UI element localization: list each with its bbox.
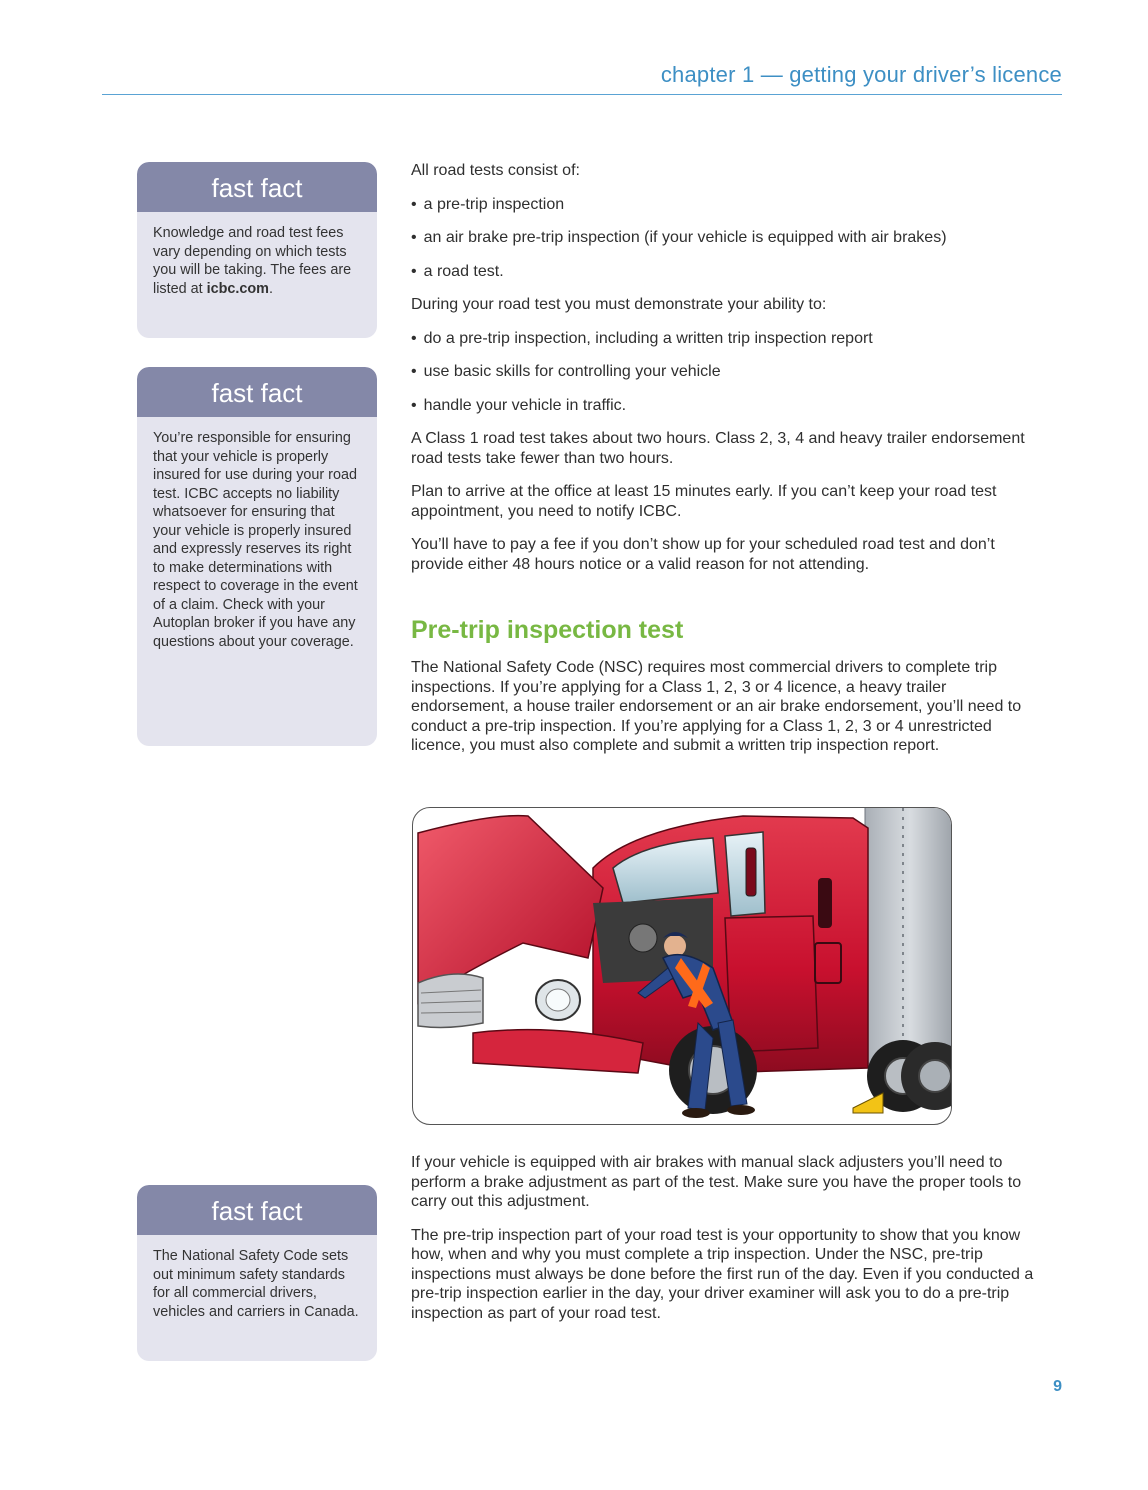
road-tests-list: [411, 195, 1041, 282]
fast-fact-box-insurance: [137, 367, 377, 746]
opportunity-paragraph: The pre-trip inspection part of your road test is your opportunity to show that you know how, when and why you must complete a trip inspection. Under the NSC, pre-trip inspections must always be done before the first run of the day. Even if you conducted a pre-trip inspection earlier in the day, your driver examiner will ask you to do a pre-trip inspection as part of your road test.: [411, 1226, 1034, 1322]
fast-fact-title: fast fact: [137, 1185, 377, 1235]
fast-fact-text: [137, 212, 377, 314]
main-content-bottom: [411, 1153, 1041, 1337]
list-item: • handle your vehicle in traffic.: [411, 396, 1041, 416]
fast-fact-box-nsc: [137, 1185, 377, 1361]
nsc-paragraph: The National Safety Code (NSC) requires most commercial drivers to complete trip inspections. If you’re applying for a Class 1, 2, 3 or 4 licence, a heavy trailer endorsement, a house trailer endorsement or an air brake endorsement, you’ll need to conduct a pre-trip inspection. If you’re applying for a Class 1, 2, 3 or 4 unrestricted licence, you must also complete and submit a written trip inspection report.: [411, 659, 1022, 754]
list-item: • do a pre-trip inspection, including a written trip inspection report: [411, 329, 1041, 349]
icbc-link[interactable]: icbc.com: [206, 280, 269, 297]
duration-paragraph: A Class 1 road test takes about two hours. Class 2, 3, 4 and heavy trailer endorsement road tests take fewer than two hours.: [411, 430, 1025, 467]
section-heading: Pre-trip inspection test: [411, 616, 684, 644]
truck-inspection-image: [413, 808, 951, 1124]
main-content-nsc: [411, 658, 1041, 770]
fast-fact-text: The National Safety Code sets out minimum safety standards for all commercial drivers, vehicles and carriers in Canada.: [153, 1248, 359, 1320]
list-item: • an air brake pre-trip inspection (if your vehicle is equipped with air brakes): [411, 228, 1041, 248]
chapter-title: chapter 1 — getting your driver’s licence: [660, 62, 1062, 87]
demonstrate-intro: During your road test you must demonstrate your ability to:: [411, 296, 827, 313]
fast-fact-text-part: .: [268, 280, 273, 297]
list-item: • a pre-trip inspection: [411, 195, 1041, 215]
list-item: • a road test.: [411, 262, 1041, 282]
arrive-paragraph: Plan to arrive at the office at least 15 minutes early. If you can’t keep your road test appointment, you need to notify ICBC.: [411, 483, 997, 520]
demonstrate-list: [411, 329, 1041, 416]
fast-fact-text-part: Knowledge and road test fees vary depending on which tests you will be taking. The fees are listed at: [153, 225, 352, 297]
fast-fact-title: fast fact: [137, 367, 377, 417]
page-number: 9: [1053, 1378, 1062, 1395]
fast-fact-text: You’re responsible for ensuring that your vehicle is properly insured for use during your road test. ICBC accepts no liability whatsoever for ensuring that your vehicle is properly insured and expressly reserves its right to make determinations with respect to coverage in the event of a claim. Check with your Autoplan broker if you have any questions about your coverage.: [153, 430, 358, 650]
header-divider: [102, 94, 1062, 95]
road-tests-intro: All road tests consist of:: [411, 162, 580, 179]
brakes-paragraph: If your vehicle is equipped with air brakes with manual slack adjusters you’ll need to perform a brake adjustment as part of the test. Make sure you have the proper tools to carry out this adjustment.: [411, 1154, 1022, 1210]
list-item: • use basic skills for controlling your vehicle: [411, 362, 1041, 382]
fee-paragraph: You’ll have to pay a fee if you don’t show up for your scheduled road test and don’t provide either 48 hours notice or a valid reason for not attending.: [411, 536, 995, 573]
fast-fact-title: fast fact: [137, 162, 377, 212]
main-content-top: [411, 161, 1041, 588]
fast-fact-box-fees: [137, 162, 377, 338]
truck-inspection-illustration: [412, 807, 952, 1125]
